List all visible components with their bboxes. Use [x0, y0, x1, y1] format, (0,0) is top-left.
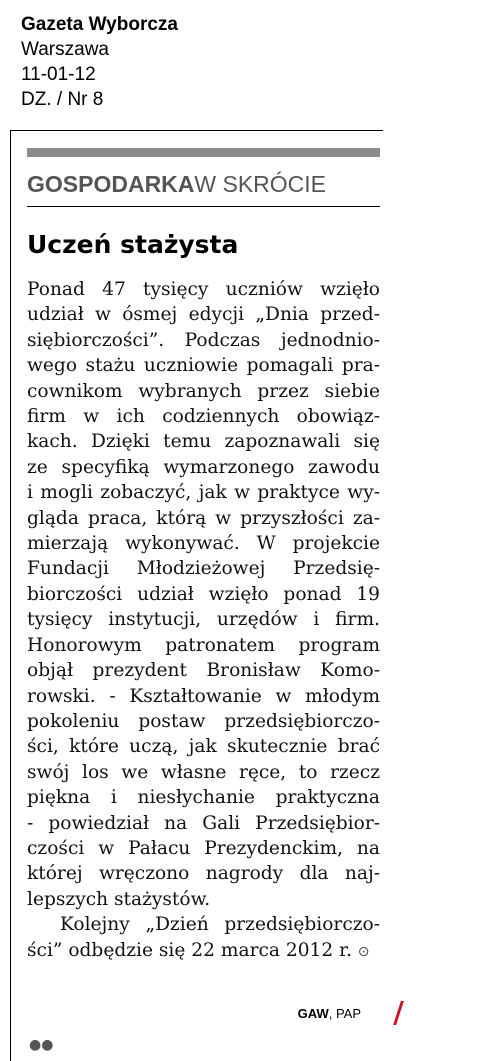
end-slash-mark: [393, 1001, 404, 1025]
article-line: swój los we własne ręce, to rzecz: [27, 761, 380, 783]
article-line: i mogli zobaczyć, jak w praktyce wy-: [27, 482, 380, 504]
article-line: piękna i niesłychanie praktyczna: [27, 787, 380, 809]
section-bar: [27, 148, 380, 157]
article-line: objął prezydent Bronisław Komo-: [27, 660, 380, 682]
article-line: ści, które uczą, jak skutecznie brać: [27, 736, 380, 758]
section-name: GOSPODARKA: [27, 171, 195, 197]
article-line: lepszych stażystów.: [27, 888, 211, 910]
publication-date: 11-01-12: [21, 64, 96, 85]
article-body: [27, 277, 380, 965]
article-line: - powiedział na Gali Przedsiębior-: [27, 812, 380, 834]
section-suffix: W SKRÓCIE: [194, 171, 327, 197]
article-line: Honorowym patronatem program: [27, 634, 380, 656]
article-line: firm w ich codziennych obowiąz-: [27, 406, 380, 428]
article-line: czości w Pałacu Prezydenckim, na: [27, 837, 380, 859]
article-line: biorczości udział wzięło ponad 19: [27, 583, 380, 605]
article-line: Kolejny „Dzień przedsiębiorczo-: [60, 914, 380, 936]
article-headline: Uczeń stażysta: [27, 230, 239, 259]
article-line: ze specyfiką wymarzonego zawodu: [27, 456, 380, 478]
article-line: kach. Dzięki temu zapoznawali się: [27, 431, 380, 453]
article-line: mierzają wykonywać. W projekcie: [27, 533, 380, 555]
publication-issue: DZ. / Nr 8: [21, 89, 104, 110]
article-line: cownikom wybranych przez siebie: [27, 380, 380, 402]
article-line: tysięcy instytucji, urzędów i firm.: [27, 609, 380, 631]
article-line: siębiorczości”. Podczas jednodnio-: [27, 329, 380, 351]
article-final-text: ści” odbędzie się 22 marca 2012 r.: [27, 939, 352, 961]
article-line: udział w ósmej edycji „Dnia przed-: [27, 304, 380, 326]
clipping-header: [21, 12, 178, 112]
publication-city: Warszawa: [21, 39, 109, 60]
article-line: Fundacji Młodzieżowej Przedsię-: [27, 558, 380, 580]
source-rest: , PAP: [328, 1006, 361, 1021]
article-source: [298, 1006, 361, 1022]
article-line: której wręczono nagrody dla naj-: [27, 863, 380, 885]
bottom-quote-mark-icon: ●●: [29, 1037, 54, 1053]
article-line: gląda praca, którą w przyszłości za-: [27, 507, 380, 529]
source-agency: GAW: [297, 1006, 329, 1021]
section-heading: [27, 166, 380, 202]
end-mark-icon: ⊙: [357, 943, 370, 960]
article-line: Ponad 47 tysięcy uczniów wzięło: [27, 279, 380, 300]
article-line: rowski. - Kształtowanie w młodym: [27, 685, 380, 707]
article-line: pokoleniu postaw przedsiębiorczo-: [27, 710, 380, 732]
article-line: wego stażu uczniowie pomagali pra-: [27, 355, 380, 377]
section-rule: [27, 206, 380, 207]
article-line-final: [27, 938, 380, 965]
publication-name: Gazeta Wyborcza: [21, 14, 178, 35]
